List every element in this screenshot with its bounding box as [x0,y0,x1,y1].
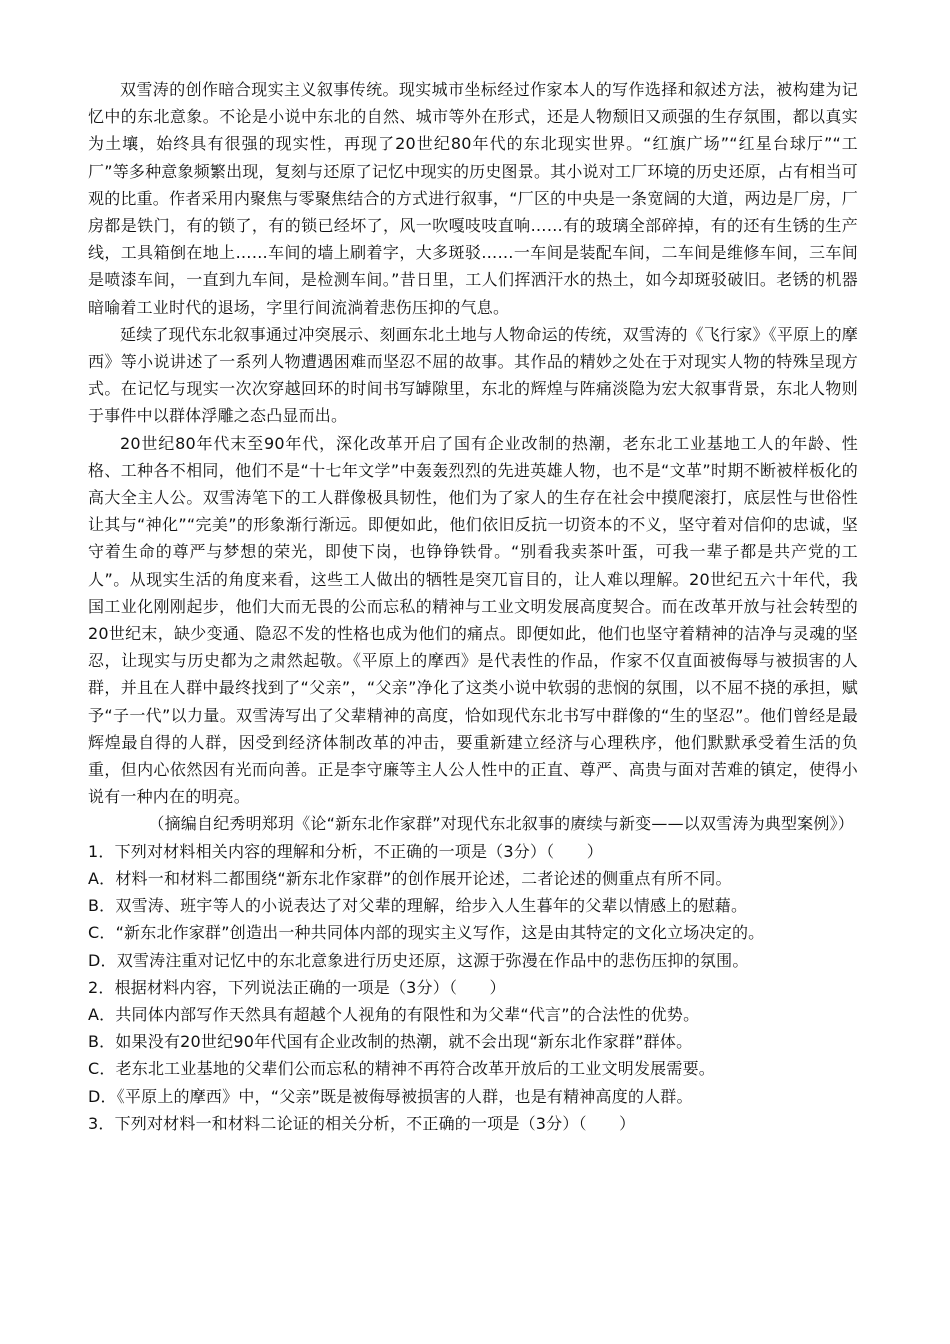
question-1-option-a: A．材料一和材料二都围绕“新东北作家群”的创作展开论述，二者论述的侧重点有所不同。 [88,868,732,888]
question-2-option-c: C．老东北工业基地的父辈们公而忘私的精神不再符合改革开放后的工业文明发展需要。 [88,1059,715,1079]
body-paragraph-2: 延续了现代东北叙事通过冲突展示、刻画东北土地与人物命运的传统，双雪涛的《飞行家》《平原上的摩西》等小说讲述了一系列人物遭遇困难而坚忍不屈的故事。其作品的精妙之处在于对现实人物的特殊呈现方式。在记忆与现实一次次穿越回环的时间书写罅隙里，东北的辉煌与阵痛淡隐为宏大叙事背景，东北人物则于事件中以群体浮雕之态凸显而出。 [88,324,858,426]
question-1-option-c: C．“新东北作家群”创造出一种共同体内部的现实主义写作，这是由其特定的文化立场决定的。 [88,923,765,943]
question-3: 3．下列对材料一和材料二论证的相关分析，不正确的一项是（3分）（ ） [88,1113,636,1133]
body-paragraph-1: 双雪涛的创作暗合现实主义叙事传统。现实城市坐标经过作家本人的写作选择和叙述方法，被构建为记忆中的东北意象。不论是小说中东北的自然、城市等外在形式，还是人物颓旧又顽强的生存氛围，都以真实为土壤，始终具有很强的现实性，再现了20世纪80年代的东北现实世界。“红旗广场”“红星台球厅”“工厂”等多种意象频繁出现，复刻与还原了记忆中现实的历史图景。其小说对工厂环境的历史还原，占有相当可观的比重。作者采用内聚焦与零聚焦结合的方式进行叙事，“厂区的中央是一条宽阔的大道，两边是厂房，厂房都是铁门，有的锁了，有的锁已经坏了，风一吹嘎吱吱直响……有的玻璃全部碎掉，有的还有生锈的生产线，工具箱倒在地上……车间的墙上刷着字，大多斑驳……一车间是装配车间，二车间是维修车间，三车间是喷漆车间，一直到九车间，是检测车间。”昔日里，工人们挥洒汗水的热土，如今却斑驳破旧。老锈的机器暗喻着工业时代的退场，字里行间流淌着悲伤压抑的气息。 [88,80,858,317]
question-2-option-a: A．共同体内部写作天然具有超越个人视角的有限性和为父辈“代言”的合法性的优势。 [88,1004,700,1024]
question-2-option-d: D．《平原上的摩西》中，“父亲”既是被侮辱被损害的人群，也是有精神高度的人群。 [88,1086,693,1106]
question-1-option-b: B．双雪涛、班宇等人的小说表达了对父辈的理解，给步入人生暮年的父辈以情感上的慰藉。 [88,896,748,916]
question-2-option-b: B．如果没有20世纪90年代国有企业改制的热潮，就不会出现“新东北作家群”群体。 [88,1032,693,1052]
question-1-option-d: D．双雪涛注重对记忆中的东北意象进行历史还原，这源于弥漫在作品中的悲伤压抑的氛围。 [88,950,749,970]
question-2: 2．根据材料内容，下列说法正确的一项是（3分）（ ） [88,977,506,997]
body-paragraph-3: 20世纪80年代末至90年代，深化改革开启了国有企业改制的热潮，老东北工业基地工人的年龄、性格、工种各不相同，他们不是“十七年文学”中轰轰烈烈的先进英雄人物，也不是“文革”时期不断被样板化的高大全主人公。双雪涛笔下的工人群像极具韧性，他们为了家人的生存在社会中摸爬滚打，底层性与世俗性让其与“神化”“完美”的形象渐行渐远。即便如此，他们依旧反抗一切资本的不义，坚守着对信仰的忠诚，坚守着生命的尊严与梦想的荣光，即使下岗，也铮铮铁骨。“别看我卖茶叶蛋，可我一辈子都是共产党的工人”。从现实生活的角度来看，这些工人做出的牺牲是突兀盲目的，让人难以理解。20世纪五六十年代，我国工业化刚刚起步，他们大而无畏的公而忘私的精神与工业文明发展高度契合。而在改革开放与社会转型的20世纪末，缺少变通、隐忍不发的性格也成为他们的痛点。即便如此，他们也坚守着精神的洁净与灵魂的坚忍，让现实与历史都为之肃然起敬。《平原上的摩西》是代表性的作品，作家不仅直面被侮辱与被损害的人群，并且在人群中最终找到了“父亲”，“父亲”净化了这类小说中软弱的悲悯的氛围，以不屈不挠的承担，赋予“子一代”以力量。双雪涛写出了父辈精神的高度，恰如现代东北书写中群像的“生的坚忍”。他们曾经是最辉煌最自得的人群，因受到经济体制改革的冲击，要重新建立经济与心理秩序，他们默默承受着生活的负重，但内心依然因有光而向善。正是李守廉等主人公人性中的正直、尊严、高贵与面对苦难的镇定，使得小说有一种内在的明亮。 [88,433,858,807]
source-citation: （摘编自纪秀明郑玥《论“新东北作家群”对现代东北叙事的赓续与新变——以双雪涛为典型案例》） [148,814,854,834]
question-1: 1．下列对材料相关内容的理解和分析，不正确的一项是（3分）（ ） [88,841,603,861]
